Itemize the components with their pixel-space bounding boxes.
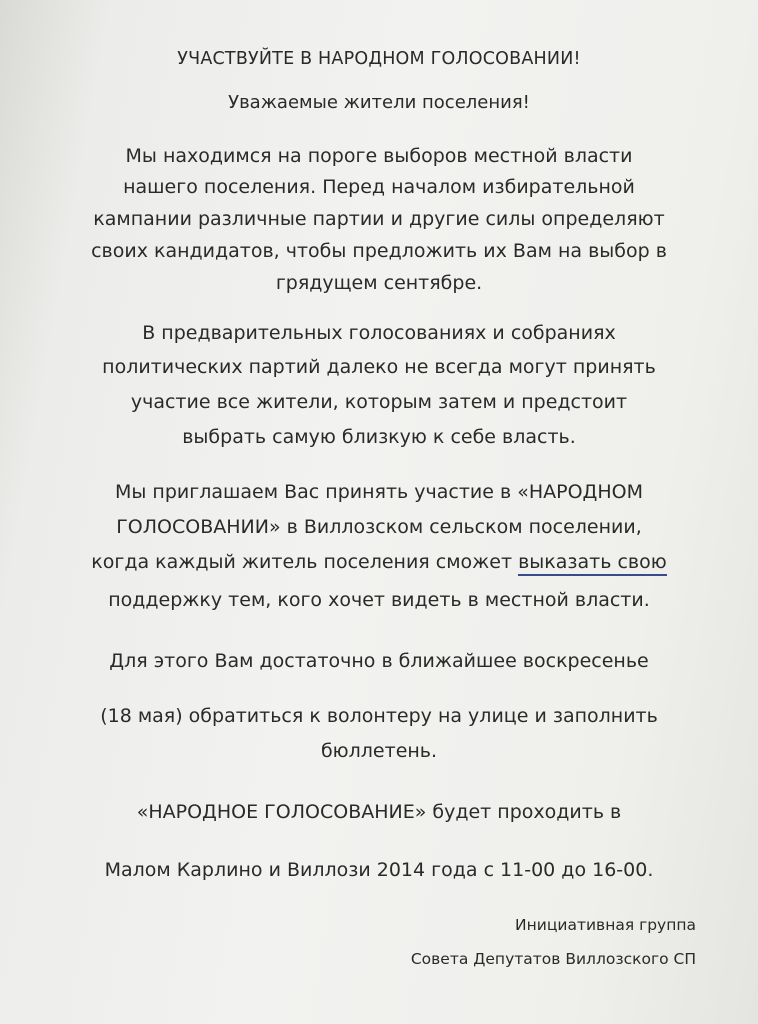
paragraph-6: «НАРОДНОЕ ГОЛОСОВАНИЕ» будет проходить в: [136, 801, 622, 823]
paragraph-4: Для этого Вам достаточно в ближайшее воскресенье: [109, 650, 649, 672]
paragraph-2-line: В предварительных голосованиях и собраниях: [142, 322, 616, 344]
greeting: Уважаемые жители поселения!: [228, 92, 530, 113]
paragraph-3-text: когда каждый житель поселения сможет: [91, 551, 519, 573]
paragraph-1-line: своих кандидатов, чтобы предложить их Вам на выбор в: [91, 240, 667, 262]
paragraph-3-line: поддержку тем, кого хочет видеть в местной власти.: [108, 589, 650, 611]
paragraph-1-line: грядущем сентябре.: [275, 272, 483, 294]
paragraph-5-line: (18 мая) обратиться к волонтеру на улице и заполнить: [100, 705, 658, 727]
paragraph-1-line: кампании различные партии и другие силы определяют: [93, 208, 665, 230]
paragraph-2-line: выбрать самую близкую к себе власть.: [182, 426, 576, 448]
paragraph-2-line: участие все жители, которым затем и предстоит: [130, 391, 628, 413]
signature-line: Инициативная группа: [515, 916, 696, 934]
paragraph-3-line: Мы приглашаем Вас принять участие в «НАРОДНОМ: [114, 481, 644, 503]
paragraph-2-line: политических партий далеко не всегда могут принять: [102, 356, 656, 378]
paragraph-3-line: ГОЛОСОВАНИИ» в Виллозском сельском поселении,: [116, 516, 642, 538]
paragraph-1-line: Мы находимся на пороге выборов местной власти: [125, 145, 633, 167]
paragraph-1-line: нашего поселения. Перед началом избирательной: [123, 176, 635, 198]
flyer-title: УЧАСТВУЙТЕ В НАРОДНОМ ГОЛОСОВАНИИ!: [177, 49, 581, 69]
underlined-phrase: выказать свою: [518, 551, 667, 576]
paragraph-5-line: бюллетень.: [320, 740, 438, 762]
paragraph-7: Малом Карлино и Виллози 2014 года с 11-00 до 16-00.: [104, 859, 654, 881]
signature-line: Совета Депутатов Виллозского СП: [410, 950, 696, 968]
paragraph-3-line: [0, 549, 758, 575]
